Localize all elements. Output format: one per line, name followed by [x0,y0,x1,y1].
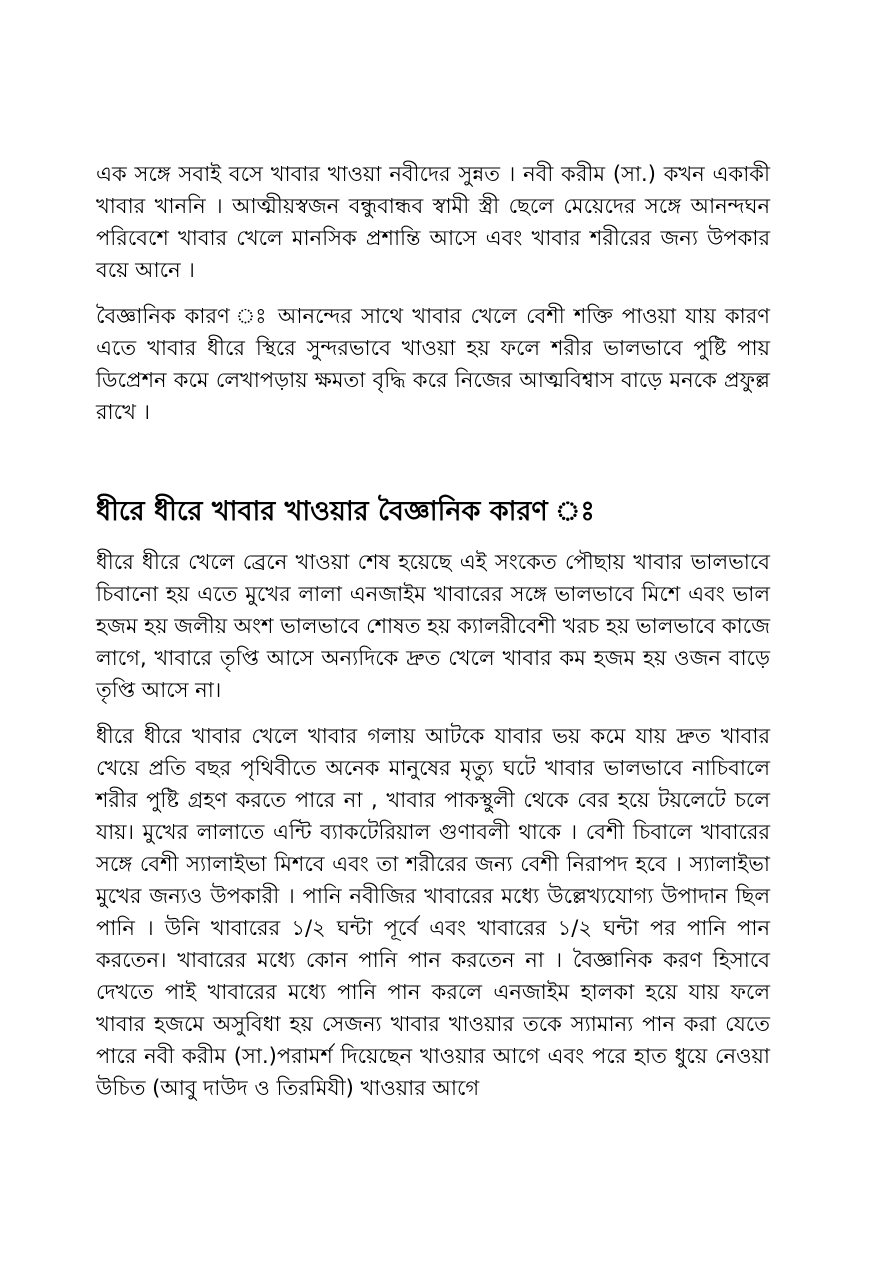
paragraph-slow-eating-brain: ধীরে ধীরে খেলে ব্রেনে খাওয়া শেষ হয়েছে এই সংকেত পৌছায় খাবার ভালভাবে চিবানো হয় এতে মুখের লালা এনজাইম খাবারের সঙ্গে ভালভাবে মিশে এবং ভাল হজম হয় জলীয় অংশ ভালভাবে শোষত হয় ক্যালরীবেশী খরচ হয় ভালভাবে কাজে লাগে, খাবারে তৃপ্তি আসে অন্যদিকে দ্রুত খেলে খাবার কম হজম হয় ওজন বাড়ে তৃপ্তি আসে না। [96,550,770,702]
section-heading-slow-eating: ধীরে ধীরে খাবার খাওয়ার বৈজ্ঞানিক কারণ ঃ [96,496,595,527]
document-page [96,158,770,1104]
paragraph-scientific-reason-joy: বৈজ্ঞানিক কারণ ঃ আনন্দের সাথে খাবার খেলে বেশী শক্তি পাওয়া যায় কারণ এতে খাবার ধীরে স্থিরে সুন্দরভাবে খাওয়া হয় ফলে শরীর ভালভাবে পুষ্টি পায় ডিপ্রেশন কমে লেখাপড়ায় ক্ষমতা বৃদ্ধি করে নিজের আত্মবিশ্বাস বাড়ে মনকে প্রফুল্ল রাখে । [96,304,770,424]
paragraph-eating-together: এক সঙ্গে সবাই বসে খাবার খাওয়া নবীদের সুন্নত । নবী করীম (সা.) কখন একাকী খাবার খাননি । আত্মীয়স্বজন বন্ধুবান্ধব স্বামী স্ত্রী ছেলে মেয়েদের সঙ্গে আনন্দঘন পরিবেশে খাবার খেলে মানসিক প্রশান্তি আসে এবং খাবার শরীরের জন্য উপকার বয়ে আনে । [96,162,770,282]
paragraph-choking-and-water: ধীরে ধীরে খাবার খেলে খাবার গলায় আটকে যাবার ভয় কমে যায় দ্রুত খাবার খেয়ে প্রতি বছর পৃথিবীতে অনেক মানুষের মৃত্যু ঘটে খাবার ভালভাবে নাচিবালে শরীর পুষ্টি গ্রহণ করতে পারে না , খাবার পাকস্থুলী থেকে বের হয়ে টয়লেটে চলে যায়। মুখের লালাতে এন্টি ব্যাকটেরিয়াল গুণাবলী থাকে । বেশী চিবালে খাবারের সঙ্গে বেশী স্যালাইভা মিশবে এবং তা শরীরের জন্য বেশী নিরাপদ হবে । স্যালাইভা মুখের জন্যও উপকারী । পানি নবীজির খাবারের মধ্যে উল্লেখ্যযোগ্য উপাদান ছিল পানি । উনি খাবারের ১/২ ঘন্টা পূর্বে এবং খাবারের ১/২ ঘন্টা পর পানি পান করতেন। খাবারের মধ্যে কোন পানি পান করতেন না । বৈজ্ঞানিক করণ হিসাবে দেখতে পাই খাবারের মধ্যে পানি পান করলে এনজাইম হালকা হয়ে যায় ফলে খাবার হজমে অসুবিধা হয় সেজন্য খাবার খাওয়ার তকে স্যামান্য পান করা যেতে পারে নবী করীম (সা.)পরামর্শ দিয়েছেন খাওয়ার আগে এবং পরে হাত ধুয়ে নেওয়া উচিত (আবু দাউদ ও তিরমিযী) খাওয়ার আগে [96,724,770,1100]
